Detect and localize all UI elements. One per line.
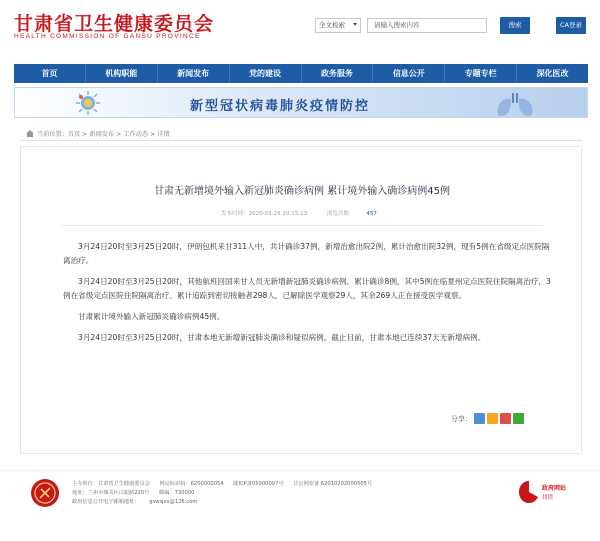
article-paragraph: 3月24日20时至3月25日20时，伊朗包机来甘311人中，共计确诊37例，新增治愈出院2例，累计治愈出院32例，现有5例在省级定点医院隔离治疗。 (63, 242, 550, 265)
main-nav (14, 64, 588, 83)
share-qzone-icon[interactable] (487, 413, 498, 424)
publish-time: 发布时间：2020-03-25 20:15:13 (221, 211, 308, 217)
nav-item-topics[interactable]: 专题专栏 (445, 64, 517, 83)
views-count (321, 211, 383, 217)
gov-site-error-report[interactable] (518, 480, 578, 506)
share-bar (451, 413, 524, 424)
footer-line-1 (72, 480, 380, 489)
site-title[interactable]: 甘肃省卫生健康委员会 (14, 13, 215, 35)
footer-icp[interactable]: 陇ICP备05000097号 (233, 481, 284, 487)
error-report-icon (518, 480, 540, 504)
lungs-icon (485, 89, 545, 118)
search-input[interactable]: 请输入搜索内容 (367, 18, 487, 33)
article-meta (21, 209, 583, 217)
search-button[interactable]: 搜索 (500, 17, 530, 34)
search-scope-value: 全文检索 (319, 21, 345, 29)
share-wechat-icon[interactable] (513, 413, 524, 424)
nav-item-services[interactable]: 政务服务 (302, 64, 374, 83)
nav-item-functions[interactable]: 机构职能 (86, 64, 158, 83)
chevron-down-icon (353, 23, 357, 26)
footer-info (72, 480, 380, 507)
share-plus-icon[interactable] (474, 413, 485, 424)
footer-postcode: 邮编：730000 (159, 490, 195, 496)
virus-icon (75, 90, 101, 116)
banner-title: 新型冠状病毒肺炎疫情防控 (190, 99, 371, 114)
nav-item-disclosure[interactable]: 信息公开 (373, 64, 445, 83)
article-body (63, 240, 551, 352)
article-paragraph: 3月24日20时至3月25日20时，甘肃本地无新增新冠肺炎确诊和疑似病例。截止目前，甘肃本地已连续37天无新增病例。 (78, 333, 486, 342)
footer-host: 主办单位：甘肃省卫生健康委员会 (72, 481, 150, 487)
nav-item-news[interactable]: 新闻发布 (158, 64, 230, 83)
footer-line-3 (72, 498, 380, 507)
error-report-title: 政府网站 (542, 485, 567, 492)
views-value: 457 (366, 211, 377, 217)
nav-item-party[interactable]: 党的建设 (230, 64, 302, 83)
footer-police[interactable]: 甘公网安备 62010202000505号 (293, 481, 373, 487)
footer-email[interactable]: gswsjxx@126.com (149, 499, 198, 505)
site-subtitle: HEALTH COMMISSION OF GANSU PROVINCE (14, 33, 201, 40)
home-icon (26, 130, 34, 137)
share-weibo-icon[interactable] (500, 413, 511, 424)
footer-address: 地址：兰州市城关区白银路220号 (72, 490, 150, 496)
share-label: 分享： (451, 414, 472, 423)
article-title: 甘肃无新增境外输入新冠肺炎确诊病例 累计境外输入确诊病例45例 (154, 186, 450, 197)
article-panel (20, 146, 582, 454)
ca-login-button[interactable]: CA登录 (556, 17, 586, 34)
covid-banner[interactable] (14, 87, 588, 118)
party-emblem-icon (30, 478, 60, 508)
article-paragraph: 甘肃累计境外输入新冠肺炎确诊病例45例。 (78, 312, 225, 321)
footer-site-id: 网站标识码：6200000054 (159, 481, 224, 487)
site-header (0, 0, 600, 50)
divider (61, 225, 543, 226)
breadcrumb-text: 当前位置：首页 > 新闻发布 > 工作动态 > 详情 (37, 131, 170, 138)
nav-item-home[interactable]: 首页 (14, 64, 86, 83)
search-scope-select[interactable] (315, 18, 361, 33)
error-report-sub: 找错 (542, 495, 554, 501)
article-paragraph: 3月24日20时至3月25日20时，其他航班回国来甘人员无新增新冠肺炎确诊病例。累计确诊8例，其中5例在临夏州定点医院住院隔离治疗，3例在省级定点医院住院隔离治疗。累计追踪到密切接触者298人，已解除医学观察29人，其余269人正在接受医学观察。 (63, 277, 551, 300)
footer-email-label: 政府信息公开电子邮箱地址： (72, 499, 140, 505)
nav-item-reform[interactable]: 深化医改 (536, 69, 569, 78)
breadcrumb[interactable] (26, 129, 170, 138)
divider (20, 140, 582, 141)
views-label: 浏览次数： (326, 211, 355, 217)
footer-line-2 (72, 489, 380, 498)
